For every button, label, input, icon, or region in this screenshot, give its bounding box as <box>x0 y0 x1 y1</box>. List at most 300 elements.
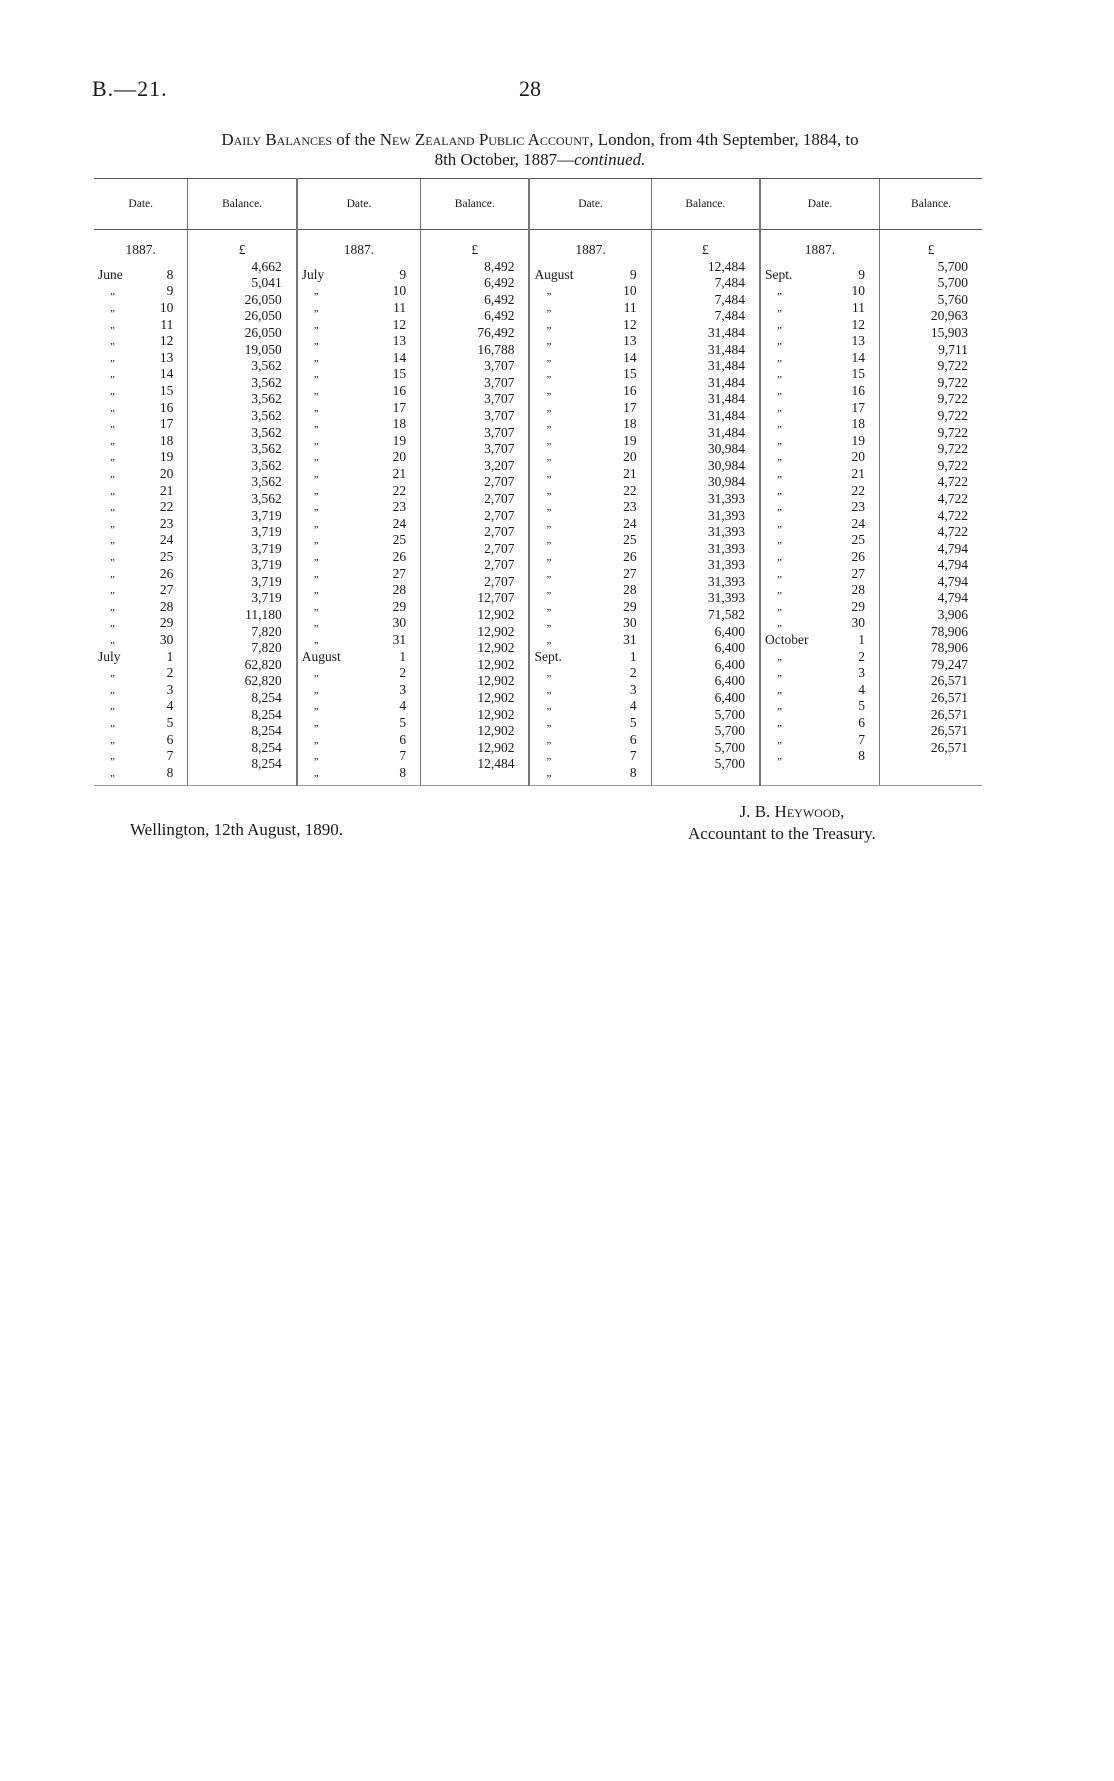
table-row <box>94 308 982 325</box>
day-number: 17 <box>159 416 174 432</box>
ditto-mark: „ <box>546 335 553 348</box>
ditto-mark: „ <box>776 285 784 298</box>
day-number: 26 <box>392 548 407 564</box>
ditto-mark: „ <box>313 418 320 431</box>
ditto-mark: „ <box>313 567 320 580</box>
ditto-mark: „ <box>313 633 320 646</box>
month-label: Sept. <box>534 648 562 664</box>
date-cell <box>94 590 188 614</box>
date-cell <box>297 690 421 714</box>
ditto-mark: „ <box>546 318 553 331</box>
balance-cell: 6,492 <box>421 308 530 325</box>
table-header-row <box>94 179 982 230</box>
date-cell <box>94 275 188 299</box>
date-cell <box>297 723 421 747</box>
date-cell <box>297 524 421 548</box>
ditto-mark: „ <box>313 285 320 298</box>
balance-cell: 20,963 <box>880 308 983 325</box>
balance-cell: 4,722 <box>880 474 983 491</box>
signatory-name: J. B. Heywood, <box>739 802 845 821</box>
ditto-mark: „ <box>776 318 784 331</box>
ditto-mark: „ <box>546 401 553 414</box>
ditto-mark: „ <box>313 750 320 763</box>
date-cell <box>94 690 188 714</box>
balance-cell: 12,902 <box>421 673 530 690</box>
header-date-4: Date. <box>760 179 880 230</box>
table-row <box>94 275 982 292</box>
year-cell-4 <box>760 230 880 259</box>
balance-cell: 3,719 <box>188 541 297 558</box>
day-number: 14 <box>392 349 407 365</box>
day-number: 9 <box>166 283 174 299</box>
date-cell <box>94 375 188 399</box>
balance-cell: 12,902 <box>421 657 530 674</box>
date-cell <box>760 607 880 631</box>
date-cell <box>297 375 421 399</box>
day-number: 16 <box>159 399 174 415</box>
ditto-mark: „ <box>776 600 784 613</box>
currency-cell-1: £ <box>188 230 297 259</box>
date-cell <box>94 391 188 415</box>
table-row <box>94 508 982 525</box>
date-cell <box>297 624 421 647</box>
balance-cell: 31,393 <box>651 590 760 607</box>
ditto-mark: „ <box>546 716 553 729</box>
day-number: 12 <box>159 333 174 349</box>
ditto-mark: „ <box>776 484 784 497</box>
balance-cell: 6,400 <box>651 640 760 657</box>
balance-cell: 3,562 <box>188 474 297 491</box>
ditto-mark: „ <box>313 700 320 713</box>
day-number: 11 <box>393 300 407 316</box>
balance-cell: 12,902 <box>421 740 530 757</box>
ditto-mark: „ <box>546 517 553 530</box>
date-cell <box>760 458 880 482</box>
day-number: 14 <box>159 366 174 382</box>
ditto-mark: „ <box>110 335 117 348</box>
balances-table <box>94 178 982 786</box>
table-row <box>94 391 982 408</box>
date-cell <box>529 707 651 730</box>
day-number: 7 <box>166 748 174 764</box>
balance-cell: 78,906 <box>880 624 983 641</box>
balance-cell: 26,571 <box>880 707 983 724</box>
day-number: 24 <box>392 515 407 531</box>
balance-cell: 5,700 <box>880 275 983 292</box>
ditto-mark: „ <box>776 733 784 746</box>
balance-cell: 12,902 <box>421 707 530 724</box>
balance-cell: 6,400 <box>651 657 760 674</box>
day-number: 13 <box>623 333 637 349</box>
date-cell <box>760 574 880 598</box>
balance-cell: 5,700 <box>651 756 760 785</box>
day-number: 11 <box>852 300 865 316</box>
table-row <box>94 474 982 491</box>
date-cell <box>94 557 188 581</box>
balance-cell: 3,719 <box>188 574 297 591</box>
table-row <box>94 640 982 657</box>
day-number: 16 <box>851 383 865 399</box>
title-continued: continued. <box>574 150 646 169</box>
date-cell <box>529 640 651 664</box>
day-number: 14 <box>851 349 865 365</box>
month-label: August <box>301 648 341 664</box>
table-row <box>94 707 982 724</box>
balance-cell: 3,562 <box>188 425 297 442</box>
ditto-mark: „ <box>776 385 784 398</box>
date-cell <box>760 275 880 299</box>
date-cell <box>94 740 188 764</box>
day-number: 12 <box>392 316 407 332</box>
ditto-mark: „ <box>776 418 784 431</box>
date-cell <box>529 607 651 631</box>
date-cell <box>297 458 421 482</box>
day-number: 15 <box>159 383 174 399</box>
table-row <box>94 740 982 757</box>
balance-cell: 31,484 <box>651 425 760 442</box>
balance-cell: 31,484 <box>651 375 760 392</box>
date-cell <box>297 740 421 764</box>
day-number: 27 <box>392 565 407 581</box>
ditto-mark: „ <box>776 567 784 580</box>
day-number: 9 <box>629 266 637 282</box>
balance-cell: 4,722 <box>880 524 983 541</box>
balance-cell: 5,700 <box>651 723 760 740</box>
ditto-mark: „ <box>313 484 320 497</box>
balance-cell: 9,722 <box>880 391 983 408</box>
balance-cell: 5,760 <box>880 292 983 309</box>
balance-cell: 76,492 <box>421 325 530 342</box>
table-row <box>94 607 982 624</box>
date-cell <box>760 657 880 681</box>
date-cell <box>760 756 880 785</box>
ditto-mark: „ <box>546 667 553 680</box>
balance-cell: 6,492 <box>421 292 530 309</box>
ditto-mark: „ <box>546 434 553 447</box>
ditto-mark: „ <box>110 385 117 398</box>
ditto-mark: „ <box>313 401 320 414</box>
day-number: 28 <box>623 582 637 598</box>
balance-cell: 4,794 <box>880 541 983 558</box>
day-number: 25 <box>851 532 865 548</box>
day-number: 2 <box>399 665 407 681</box>
day-number: 19 <box>392 432 407 448</box>
date-cell <box>297 391 421 415</box>
balance-cell: 26,571 <box>880 723 983 740</box>
ditto-mark: „ <box>313 368 320 381</box>
day-number: 18 <box>392 416 407 432</box>
ditto-mark: „ <box>110 484 117 497</box>
date-cell <box>760 491 880 515</box>
ditto-mark: „ <box>776 550 784 563</box>
day-number: 19 <box>623 432 637 448</box>
balance-cell: 26,050 <box>188 308 297 325</box>
date-cell <box>297 508 421 531</box>
balance-cell: 8,254 <box>188 723 297 740</box>
day-number: 6 <box>629 731 637 747</box>
day-number: 10 <box>851 283 865 299</box>
balance-cell: 5,041 <box>188 275 297 292</box>
day-number: 7 <box>399 748 407 764</box>
date-cell <box>297 325 421 349</box>
year-label: 1887. <box>125 242 156 257</box>
day-number: 8 <box>858 748 865 764</box>
title-line2: 8th October, 1887— <box>434 150 575 169</box>
table-row <box>94 590 982 607</box>
title-account: New Zealand Public Account <box>379 130 590 149</box>
date-cell <box>529 524 651 548</box>
ditto-mark: „ <box>313 534 320 547</box>
table-row <box>94 292 982 309</box>
balance-cell: 2,707 <box>421 524 530 541</box>
balance-cell: 5,700 <box>651 707 760 724</box>
balance-cell: 2,707 <box>421 491 530 508</box>
day-number: 17 <box>623 399 637 415</box>
ditto-mark: „ <box>110 451 117 464</box>
ditto-mark: „ <box>776 368 784 381</box>
date-cell <box>760 441 880 465</box>
table-row <box>94 259 982 276</box>
balance-cell: 9,722 <box>880 458 983 475</box>
day-number: 28 <box>851 582 865 598</box>
title-of: of the <box>336 130 376 149</box>
day-number: 10 <box>623 283 637 299</box>
day-number: 17 <box>392 399 407 415</box>
day-number: 20 <box>623 449 637 465</box>
day-number: 12 <box>851 316 865 332</box>
date-cell <box>297 541 421 564</box>
month-label: October <box>764 631 809 647</box>
balance-cell: 12,902 <box>421 624 530 641</box>
date-cell <box>94 541 188 564</box>
day-number: 6 <box>858 714 865 730</box>
day-number: 10 <box>159 300 174 316</box>
currency-cell-3: £ <box>651 230 760 259</box>
ditto-mark: „ <box>110 617 117 630</box>
ditto-mark: „ <box>546 550 553 563</box>
day-number: 29 <box>159 615 174 631</box>
balance-cell: 3,562 <box>188 458 297 475</box>
day-number: 2 <box>629 665 637 681</box>
ditto-mark: „ <box>546 534 553 547</box>
date-cell <box>94 292 188 316</box>
day-number: 27 <box>851 565 865 581</box>
header-balance-3: Balance. <box>651 179 760 230</box>
balance-cell: 19,050 <box>188 342 297 359</box>
balance-cell: 26,571 <box>880 673 983 690</box>
date-cell <box>297 292 421 316</box>
balance-cell: 30,984 <box>651 441 760 458</box>
date-cell <box>760 624 880 647</box>
balance-cell: 4,662 <box>188 259 297 276</box>
date-cell <box>297 707 421 730</box>
date-cell <box>760 524 880 548</box>
day-number: 18 <box>623 416 637 432</box>
ditto-mark: „ <box>776 302 784 315</box>
balance-cell: 3,707 <box>421 441 530 458</box>
date-cell <box>297 425 421 448</box>
day-number: 27 <box>159 582 174 598</box>
balance-cell: 15,903 <box>880 325 983 342</box>
day-number: 31 <box>623 631 637 647</box>
page-title <box>90 130 990 170</box>
day-number: 14 <box>623 349 637 365</box>
date-cell <box>529 259 651 282</box>
day-number: 5 <box>399 714 407 730</box>
ditto-mark: „ <box>546 418 553 431</box>
balance-cell: 31,393 <box>651 491 760 508</box>
ditto-mark: „ <box>546 567 553 580</box>
ditto-mark: „ <box>546 385 553 398</box>
date-cell <box>94 325 188 349</box>
date-cell <box>297 491 421 515</box>
balance-cell: 2,707 <box>421 508 530 525</box>
balance-cell: 26,050 <box>188 325 297 342</box>
ditto-mark: „ <box>110 401 117 414</box>
day-number: 28 <box>159 598 174 614</box>
date-cell <box>94 425 188 448</box>
date-cell <box>297 640 421 664</box>
balance-cell: 16,788 <box>421 342 530 359</box>
ditto-mark: „ <box>546 584 553 597</box>
day-number: 12 <box>623 316 637 332</box>
date-cell <box>94 441 188 465</box>
day-number: 8 <box>629 764 637 780</box>
balance-cell: 3,906 <box>880 607 983 624</box>
year-cell-1 <box>94 230 188 259</box>
date-cell <box>297 607 421 631</box>
day-number: 6 <box>166 731 174 747</box>
day-number: 22 <box>159 499 174 515</box>
balance-cell: 4,722 <box>880 491 983 508</box>
ditto-mark: „ <box>110 434 117 447</box>
balance-cell: 31,484 <box>651 358 760 375</box>
date-cell <box>529 723 651 747</box>
signatory-role: Accountant to the Treasury. <box>688 824 876 843</box>
date-cell <box>760 375 880 399</box>
ditto-mark: „ <box>776 335 784 348</box>
balance-cell: 6,400 <box>651 673 760 690</box>
table-row <box>94 342 982 359</box>
day-number: 3 <box>399 681 407 697</box>
day-number: 4 <box>629 698 637 714</box>
day-number: 25 <box>623 532 637 548</box>
date-cell <box>529 673 651 697</box>
ditto-mark: „ <box>313 351 320 364</box>
header-balance-1: Balance. <box>188 179 297 230</box>
date-cell <box>760 425 880 448</box>
day-number: 27 <box>623 565 637 581</box>
balance-cell: 31,484 <box>651 342 760 359</box>
balance-cell: 7,820 <box>188 640 297 657</box>
day-number: 23 <box>623 499 637 515</box>
day-number: 20 <box>392 449 407 465</box>
ditto-mark: „ <box>110 285 117 298</box>
day-number: 3 <box>629 681 637 697</box>
ditto-mark: „ <box>313 667 320 680</box>
ditto-mark: „ <box>313 451 320 464</box>
day-number: 22 <box>623 482 637 498</box>
date-cell <box>94 508 188 531</box>
table-row <box>94 375 982 392</box>
date-cell <box>94 723 188 747</box>
ditto-mark: „ <box>776 716 784 729</box>
ditto-mark: „ <box>110 318 117 331</box>
balance-cell: 12,902 <box>421 723 530 740</box>
date-cell <box>297 342 421 365</box>
day-number: 11 <box>160 316 174 332</box>
balance-cell: 9,722 <box>880 358 983 375</box>
ditto-mark: „ <box>110 733 117 746</box>
balance-cell: 71,582 <box>651 607 760 624</box>
ditto-mark: „ <box>110 368 117 381</box>
balance-cell: 3,707 <box>421 425 530 442</box>
date-cell <box>760 474 880 498</box>
balance-cell: 9,722 <box>880 408 983 425</box>
page-code: B.—21. <box>92 76 168 101</box>
ditto-mark: „ <box>110 468 117 481</box>
balance-cell: 3,562 <box>188 375 297 392</box>
balance-cell: 3,562 <box>188 358 297 375</box>
ditto-mark: „ <box>110 418 117 431</box>
day-number: 9 <box>858 266 865 282</box>
date-cell <box>529 491 651 515</box>
date-cell <box>297 590 421 614</box>
ditto-mark: „ <box>313 434 320 447</box>
table-row <box>94 541 982 558</box>
header-balance-4: Balance. <box>880 179 983 230</box>
day-number: 21 <box>392 466 407 482</box>
balance-cell <box>880 756 983 785</box>
balance-cell: 4,722 <box>880 508 983 525</box>
balance-cell: 79,247 <box>880 657 983 674</box>
day-number: 26 <box>159 565 174 581</box>
date-cell <box>760 408 880 432</box>
balance-cell: 31,393 <box>651 557 760 574</box>
day-number: 11 <box>623 300 637 316</box>
day-number: 25 <box>159 548 174 564</box>
ditto-mark: „ <box>546 700 553 713</box>
balance-cell: 62,820 <box>188 673 297 690</box>
date-cell <box>529 657 651 681</box>
day-number: 1 <box>858 631 865 647</box>
ditto-mark: „ <box>110 550 117 563</box>
date-cell <box>94 308 188 332</box>
balance-cell: 26,571 <box>880 690 983 707</box>
table-row <box>94 441 982 458</box>
date-cell <box>760 707 880 730</box>
balance-cell: 7,484 <box>651 275 760 292</box>
ditto-mark: „ <box>776 534 784 547</box>
ditto-mark: „ <box>776 517 784 530</box>
balance-cell: 12,484 <box>421 756 530 785</box>
ditto-mark: „ <box>546 302 553 315</box>
date-cell <box>529 740 651 764</box>
date-cell <box>94 657 188 681</box>
date-cell <box>760 690 880 714</box>
date-cell <box>529 458 651 482</box>
ditto-mark: „ <box>546 683 553 696</box>
date-cell <box>94 524 188 548</box>
balance-cell: 9,722 <box>880 375 983 392</box>
date-cell <box>297 574 421 598</box>
day-number: 10 <box>392 283 407 299</box>
table-row <box>94 657 982 674</box>
date-cell <box>297 474 421 498</box>
date-cell <box>529 292 651 316</box>
balance-cell: 8,254 <box>188 740 297 757</box>
currency-cell-4: £ <box>880 230 983 259</box>
